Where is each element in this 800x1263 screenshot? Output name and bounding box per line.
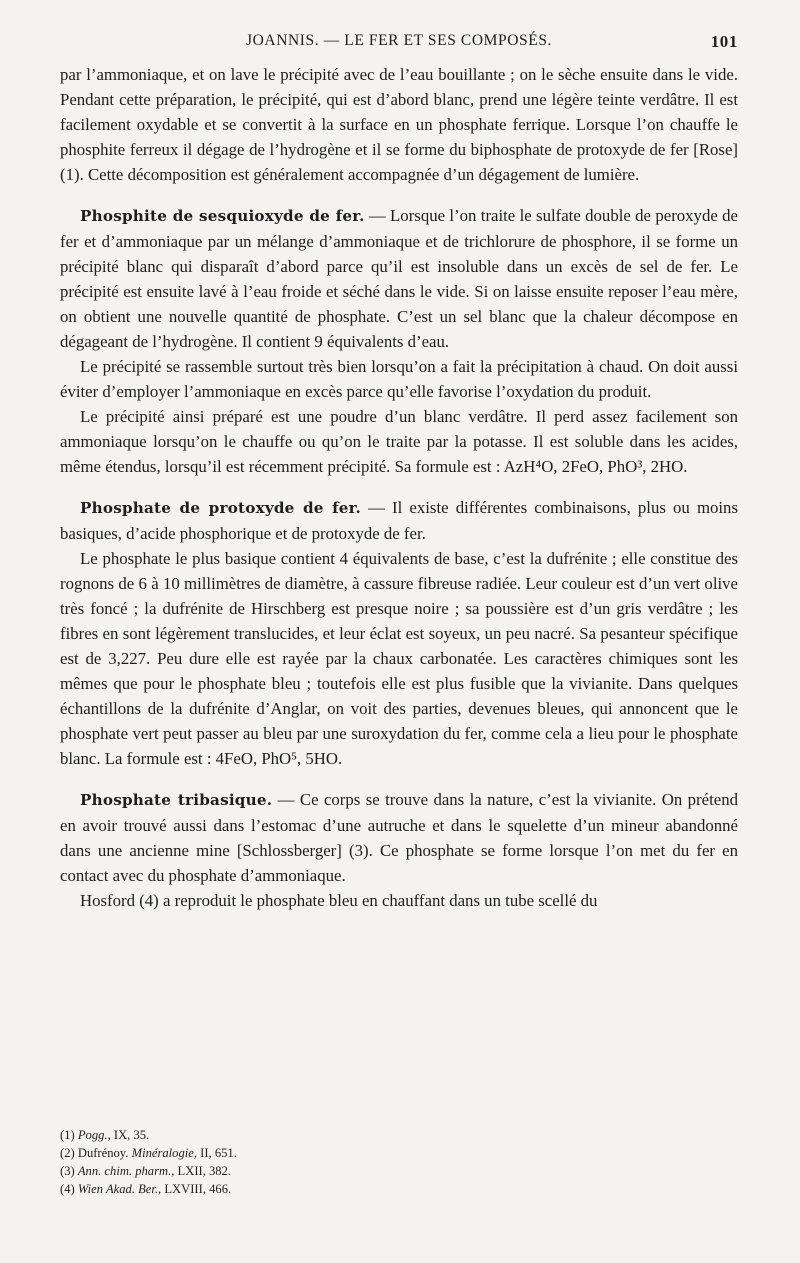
section-heading: Phosphate tribasique. bbox=[80, 791, 273, 809]
section-heading: Phosphate de protoxyde de fer. bbox=[80, 499, 361, 517]
paragraph-text: — Lorsque l’on traite le sulfate double de peroxyde de fer et d’ammoniaque par un mélange d’ammoniaque et de trichlorure de phosphore, il se forme un précipité blanc qui disparaît d’abord parce qu’il est insoluble dans un excès de sel de fer. Le précipité est ensuite lavé à l’eau froide et séché dans le vide. Si on laisse ensuite reposer l’eau mère, on obtient une nouvelle quantité de phosphate. C’est un sel blanc que la chaleur décompose en dégageant de l’hydrogène. Il contient 9 équivalents d’eau. bbox=[60, 206, 738, 351]
paragraph bbox=[60, 404, 738, 479]
running-title: JOANNIS. — LE FER ET SES COMPOSÉS. bbox=[245, 32, 553, 49]
footnote-source: Wien Akad. Ber., bbox=[77, 1182, 162, 1196]
section-phosphate-tribasique bbox=[60, 787, 738, 888]
footnote-author: Dufrénoy. bbox=[77, 1146, 129, 1160]
paragraph-text: Le précipité ainsi préparé est une poudre d’un blanc verdâtre. Il perd assez facilement son ammoniaque lorsqu’on le chauffe ou qu’on le traite par la potasse. Il est soluble dans les acides, même étendus, lorsqu’il est récemment précipité. Sa formule est : bbox=[60, 407, 738, 476]
body-text bbox=[60, 62, 738, 913]
footnote bbox=[60, 1162, 738, 1180]
footnote-number: (1) bbox=[60, 1128, 75, 1142]
footnote-ref: LXVIII, 466. bbox=[161, 1182, 232, 1196]
footnotes bbox=[60, 1126, 738, 1198]
footnote-ref: II, 651. bbox=[197, 1146, 237, 1160]
paragraph: par l’ammoniaque, et on lave le précipité avec de l’eau bouillante ; on le sèche ensuite dans le vide. Pendant cette préparation, le précipité, qui est d’abord blanc, prend une légère teinte verdâtre. Il est facilement oxydable et se convertit à la surface en un phosphate ferrique. Lorsque l’on chauffe le phosphite ferreux il dégage de l’hydrogène et il se forme du biphosphate de protoxyde de fer [Rose] (1). Cette décomposition est généralement accompagnée d’un dégagement de lumière. bbox=[60, 65, 738, 184]
paragraph-text: — Il existe différentes combinaisons, plus ou moins basiques, d’acide phosphorique et de protoxyde de fer. bbox=[60, 498, 738, 543]
chemical-formula: AzH⁴O, 2FeO, PhO³, 2HO. bbox=[503, 457, 688, 476]
section-phosphate-protoxyde bbox=[60, 495, 738, 546]
paragraph: Le précipité se rassemble surtout très bien lorsqu’on a fait la précipitation à chaud. On doit aussi éviter d’employer l’ammoniaque en excès parce qu’elle favorise l’oxydation du produit. bbox=[60, 357, 738, 401]
footnote-source: Ann. chim. pharm., bbox=[77, 1164, 175, 1178]
footnote bbox=[60, 1180, 738, 1198]
paragraph bbox=[60, 546, 738, 771]
footnote-number: (2) bbox=[60, 1146, 75, 1160]
footnote-ref: , IX, 35. bbox=[107, 1128, 150, 1142]
page-number: 101 bbox=[710, 32, 738, 51]
footnote-number: (3) bbox=[60, 1164, 75, 1178]
paragraph-text: Le phosphate le plus basique contient 4 équivalents de base, c’est la dufrénite ; elle constitue des rognons de 6 à 10 millimètres de diamètre, à cassure fibreuse radiée. Leur couleur est d’un vert olive très foncé ; la dufrénite de Hirschberg est presque noire ; sa poussière est d’un gris verdâtre ; les fibres en sont légèrement translucides, et leur éclat est soyeux, un peu nacré. Sa pesanteur spécifique est de 3,227. Peu dure elle est rayée par la chaux carbonatée. Les caractères chimiques sont les mêmes que pour le phosphate bleu ; toutefois elle est plus fusible que la vivianite. Dans quelques échantillons de la dufrénite d’Anglar, on voit des parties, devenues bleues, qui annoncent que le phosphate vert peut passer au bleu par une suroxydation du fer, comme cela a lieu pour le phosphate blanc. La formule est : bbox=[60, 549, 738, 768]
paragraph-text: — Ce corps se trouve dans la nature, c’est la vivianite. On prétend en avoir trouvé aussi dans l’estomac d’une autruche et dans le squelette d’un mineur abandonné dans une ancienne mine [Schlossberger] (3). Ce phosphate se forme lorsque l’on met du fer en contact avec du phosphate d’ammoniaque. bbox=[60, 790, 738, 885]
footnote-number: (4) bbox=[60, 1182, 75, 1196]
footnote bbox=[60, 1144, 738, 1162]
page bbox=[60, 30, 738, 913]
running-header bbox=[60, 30, 738, 58]
paragraph: Hosford (4) a reproduit le phosphate bleu en chauffant dans un tube scellé du bbox=[80, 891, 598, 910]
section-heading: Phosphite de sesquioxyde de fer. bbox=[80, 207, 365, 225]
footnote-source: Minéralogie, bbox=[131, 1146, 197, 1160]
chemical-formula: 4FeO, PhO⁵, 5HO. bbox=[215, 749, 343, 768]
footnote-ref: LXII, 382. bbox=[174, 1164, 232, 1178]
footnote-source: Pogg. bbox=[77, 1128, 108, 1142]
footnote bbox=[60, 1126, 738, 1144]
section-phosphite-sesquioxyde bbox=[60, 203, 738, 354]
